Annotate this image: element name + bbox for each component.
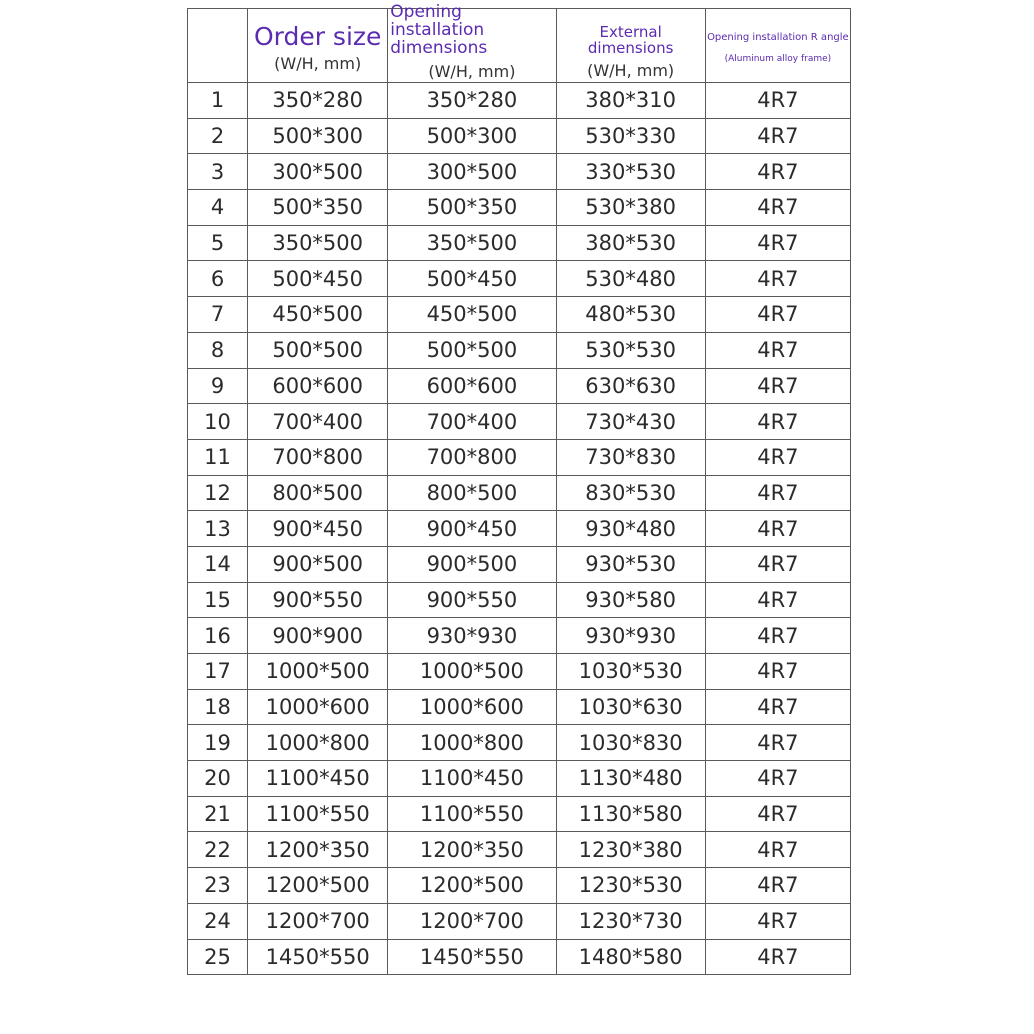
r-angle-cell: 4R7 xyxy=(705,618,850,654)
header-external-dimensions-title: External dimensions xyxy=(587,23,674,57)
row-number-cell: 24 xyxy=(188,903,248,939)
order-size-cell: 300*500 xyxy=(248,154,388,190)
table-row xyxy=(188,297,851,333)
external-dimensions-cell: 1130*580 xyxy=(556,796,705,832)
opening-dimensions-cell: 700*400 xyxy=(388,404,556,440)
row-number-cell: 10 xyxy=(188,404,248,440)
r-angle-cell: 4R7 xyxy=(705,190,850,226)
r-angle-cell: 4R7 xyxy=(705,689,850,725)
external-dimensions-cell: 930*480 xyxy=(556,511,705,547)
opening-dimensions-cell: 500*300 xyxy=(388,118,556,154)
row-number-cell: 7 xyxy=(188,297,248,333)
row-number-cell: 22 xyxy=(188,832,248,868)
external-dimensions-cell: 730*430 xyxy=(556,404,705,440)
order-size-cell: 1100*450 xyxy=(248,761,388,797)
opening-dimensions-cell: 300*500 xyxy=(388,154,556,190)
header-external-dimensions xyxy=(556,9,705,83)
table-row xyxy=(188,475,851,511)
header-r-angle-title: Opening installation R angle xyxy=(707,32,849,44)
row-number-cell: 9 xyxy=(188,368,248,404)
external-dimensions-cell: 1230*530 xyxy=(556,868,705,904)
order-size-cell: 900*900 xyxy=(248,618,388,654)
table-row xyxy=(188,225,851,261)
external-dimensions-cell: 530*530 xyxy=(556,332,705,368)
order-size-cell: 500*300 xyxy=(248,118,388,154)
row-number-cell: 11 xyxy=(188,439,248,475)
external-dimensions-cell: 930*580 xyxy=(556,582,705,618)
external-dimensions-cell: 730*830 xyxy=(556,439,705,475)
table-row xyxy=(188,868,851,904)
table-row xyxy=(188,689,851,725)
row-number-cell: 20 xyxy=(188,761,248,797)
row-number-cell: 19 xyxy=(188,725,248,761)
header-r-angle-sub: (Aluminum alloy frame) xyxy=(724,53,832,64)
header-order-size xyxy=(248,9,388,83)
table-row xyxy=(188,796,851,832)
table-row xyxy=(188,190,851,226)
external-dimensions-cell: 530*380 xyxy=(556,190,705,226)
order-size-cell: 1000*800 xyxy=(248,725,388,761)
r-angle-cell: 4R7 xyxy=(705,511,850,547)
r-angle-cell: 4R7 xyxy=(705,582,850,618)
row-number-cell: 13 xyxy=(188,511,248,547)
r-angle-cell: 4R7 xyxy=(705,546,850,582)
order-size-cell: 1200*500 xyxy=(248,868,388,904)
external-dimensions-cell: 1230*380 xyxy=(556,832,705,868)
r-angle-cell: 4R7 xyxy=(705,404,850,440)
table-row xyxy=(188,725,851,761)
order-size-cell: 700*400 xyxy=(248,404,388,440)
order-size-cell: 450*500 xyxy=(248,297,388,333)
opening-dimensions-cell: 500*350 xyxy=(388,190,556,226)
opening-dimensions-cell: 1200*350 xyxy=(388,832,556,868)
r-angle-cell: 4R7 xyxy=(705,225,850,261)
row-number-cell: 1 xyxy=(188,83,248,119)
r-angle-cell: 4R7 xyxy=(705,832,850,868)
order-size-cell: 800*500 xyxy=(248,475,388,511)
opening-dimensions-cell: 1100*550 xyxy=(388,796,556,832)
order-size-cell: 500*500 xyxy=(248,332,388,368)
order-size-cell: 1100*550 xyxy=(248,796,388,832)
row-number-cell: 16 xyxy=(188,618,248,654)
order-size-cell: 1200*350 xyxy=(248,832,388,868)
row-number-cell: 25 xyxy=(188,939,248,975)
order-size-cell: 350*280 xyxy=(248,83,388,119)
order-size-cell: 1200*700 xyxy=(248,903,388,939)
opening-dimensions-cell: 500*450 xyxy=(388,261,556,297)
row-number-cell: 23 xyxy=(188,868,248,904)
order-size-cell: 900*500 xyxy=(248,546,388,582)
opening-dimensions-cell: 800*500 xyxy=(388,475,556,511)
opening-dimensions-cell: 1200*500 xyxy=(388,868,556,904)
header-order-size-unit: (W/H, mm) xyxy=(274,54,362,74)
table-row xyxy=(188,332,851,368)
table-row xyxy=(188,118,851,154)
order-size-cell: 500*350 xyxy=(248,190,388,226)
r-angle-cell: 4R7 xyxy=(705,332,850,368)
opening-dimensions-cell: 900*450 xyxy=(388,511,556,547)
opening-dimensions-cell: 900*500 xyxy=(388,546,556,582)
external-dimensions-cell: 530*330 xyxy=(556,118,705,154)
r-angle-cell: 4R7 xyxy=(705,868,850,904)
r-angle-cell: 4R7 xyxy=(705,83,850,119)
opening-dimensions-cell: 930*930 xyxy=(388,618,556,654)
row-number-cell: 5 xyxy=(188,225,248,261)
r-angle-cell: 4R7 xyxy=(705,903,850,939)
external-dimensions-cell: 930*930 xyxy=(556,618,705,654)
external-dimensions-cell: 330*530 xyxy=(556,154,705,190)
opening-dimensions-cell: 1450*550 xyxy=(388,939,556,975)
opening-dimensions-cell: 350*280 xyxy=(388,83,556,119)
row-number-cell: 4 xyxy=(188,190,248,226)
table-body xyxy=(188,83,851,975)
table-row xyxy=(188,83,851,119)
opening-dimensions-cell: 450*500 xyxy=(388,297,556,333)
row-number-cell: 6 xyxy=(188,261,248,297)
table-row xyxy=(188,939,851,975)
external-dimensions-cell: 480*530 xyxy=(556,297,705,333)
table-row xyxy=(188,404,851,440)
opening-dimensions-cell: 1200*700 xyxy=(388,903,556,939)
order-size-cell: 1000*500 xyxy=(248,654,388,690)
r-angle-cell: 4R7 xyxy=(705,154,850,190)
r-angle-cell: 4R7 xyxy=(705,475,850,511)
opening-dimensions-cell: 1000*800 xyxy=(388,725,556,761)
external-dimensions-cell: 1480*580 xyxy=(556,939,705,975)
external-dimensions-cell: 630*630 xyxy=(556,368,705,404)
row-number-cell: 21 xyxy=(188,796,248,832)
external-dimensions-cell: 1030*830 xyxy=(556,725,705,761)
r-angle-cell: 4R7 xyxy=(705,118,850,154)
header-opening-dimensions-unit: (W/H, mm) xyxy=(428,61,516,81)
table-row xyxy=(188,546,851,582)
r-angle-cell: 4R7 xyxy=(705,261,850,297)
row-number-cell: 8 xyxy=(188,332,248,368)
opening-dimensions-cell: 500*500 xyxy=(388,332,556,368)
table-row xyxy=(188,903,851,939)
r-angle-cell: 4R7 xyxy=(705,654,850,690)
table-row xyxy=(188,654,851,690)
opening-dimensions-cell: 1000*600 xyxy=(388,689,556,725)
table-row xyxy=(188,261,851,297)
external-dimensions-cell: 930*530 xyxy=(556,546,705,582)
table-row xyxy=(188,511,851,547)
table-header-row xyxy=(188,9,851,83)
table-row xyxy=(188,582,851,618)
header-opening-dimensions xyxy=(388,2,556,83)
external-dimensions-cell: 1030*530 xyxy=(556,654,705,690)
external-dimensions-cell: 530*480 xyxy=(556,261,705,297)
row-number-cell: 3 xyxy=(188,154,248,190)
row-number-cell: 17 xyxy=(188,654,248,690)
table-row xyxy=(188,154,851,190)
r-angle-cell: 4R7 xyxy=(705,796,850,832)
header-order-size-title: Order size xyxy=(253,21,382,51)
r-angle-cell: 4R7 xyxy=(705,439,850,475)
r-angle-cell: 4R7 xyxy=(705,368,850,404)
table-row xyxy=(188,618,851,654)
order-size-cell: 350*500 xyxy=(248,225,388,261)
order-size-cell: 900*450 xyxy=(248,511,388,547)
table-row xyxy=(188,761,851,797)
opening-dimensions-cell: 1100*450 xyxy=(388,761,556,797)
header-r-angle xyxy=(705,9,850,83)
row-number-cell: 18 xyxy=(188,689,248,725)
opening-dimensions-cell: 1000*500 xyxy=(388,654,556,690)
r-angle-cell: 4R7 xyxy=(705,725,850,761)
header-opening-dimensions-title: Opening installation dimensions xyxy=(390,2,488,58)
r-angle-cell: 4R7 xyxy=(705,761,850,797)
r-angle-cell: 4R7 xyxy=(705,939,850,975)
r-angle-cell: 4R7 xyxy=(705,297,850,333)
order-size-cell: 900*550 xyxy=(248,582,388,618)
size-spec-table xyxy=(187,2,851,975)
external-dimensions-cell: 1030*630 xyxy=(556,689,705,725)
order-size-cell: 600*600 xyxy=(248,368,388,404)
opening-dimensions-cell: 350*500 xyxy=(388,225,556,261)
header-number xyxy=(188,9,248,83)
opening-dimensions-cell: 900*550 xyxy=(388,582,556,618)
external-dimensions-cell: 1130*480 xyxy=(556,761,705,797)
external-dimensions-cell: 830*530 xyxy=(556,475,705,511)
row-number-cell: 14 xyxy=(188,546,248,582)
order-size-cell: 700*800 xyxy=(248,439,388,475)
table-row xyxy=(188,439,851,475)
order-size-cell: 1450*550 xyxy=(248,939,388,975)
external-dimensions-cell: 1230*730 xyxy=(556,903,705,939)
opening-dimensions-cell: 700*800 xyxy=(388,439,556,475)
row-number-cell: 15 xyxy=(188,582,248,618)
row-number-cell: 12 xyxy=(188,475,248,511)
row-number-cell: 2 xyxy=(188,118,248,154)
external-dimensions-cell: 380*530 xyxy=(556,225,705,261)
header-external-dimensions-unit: (W/H, mm) xyxy=(587,60,675,80)
table-row xyxy=(188,368,851,404)
table-row xyxy=(188,832,851,868)
external-dimensions-cell: 380*310 xyxy=(556,83,705,119)
order-size-cell: 1000*600 xyxy=(248,689,388,725)
opening-dimensions-cell: 600*600 xyxy=(388,368,556,404)
order-size-cell: 500*450 xyxy=(248,261,388,297)
